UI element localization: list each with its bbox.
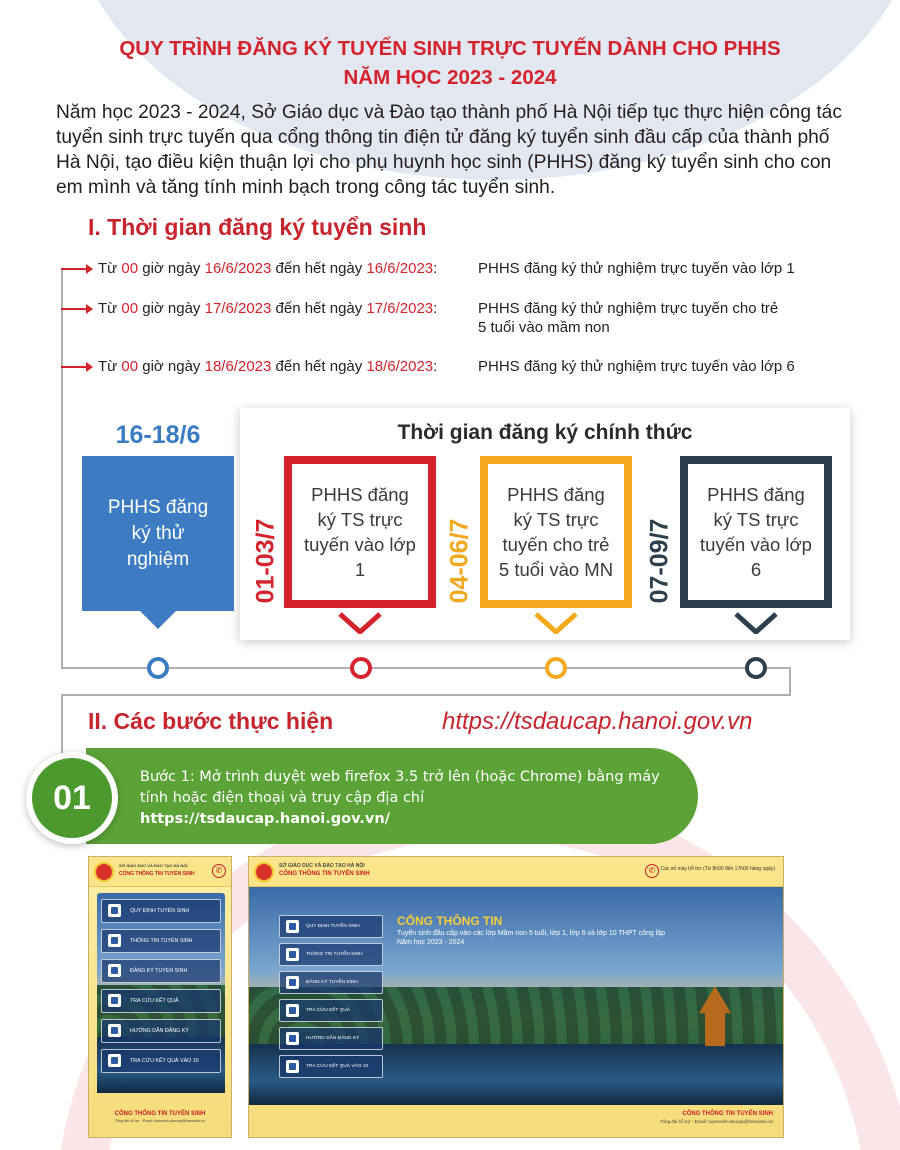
portal-org: SỞ GIÁO DỤC VÀ ĐÀO TẠO HÀ NỘI <box>119 863 188 868</box>
banner-title: CỔNG THÔNG TIN <box>397 914 503 928</box>
phase-date-text: 01-03/7 <box>251 518 280 604</box>
timeline-connector <box>61 694 791 696</box>
portal-header <box>89 857 231 887</box>
schedule-description <box>478 357 838 376</box>
schedule-text: giờ ngày <box>138 358 205 375</box>
document-icon <box>286 920 299 933</box>
timeline-dot <box>350 657 372 679</box>
schedule-description <box>478 299 838 337</box>
portal-menu <box>101 899 221 1079</box>
arrow-right-icon <box>61 308 91 310</box>
schedule-text: giờ ngày <box>138 300 205 317</box>
portal-header <box>249 857 783 887</box>
phase-date <box>642 506 678 616</box>
schedule-description-line: PHHS đăng ký thử nghiệm trực tuyến vào lớp 6 <box>478 358 795 375</box>
schedule-description-line: PHHS đăng ký thử nghiệm trực tuyến cho trẻ <box>478 300 779 317</box>
step-description <box>140 767 670 830</box>
timeline-vertical-line <box>61 268 63 668</box>
menu-item-label: ĐĂNG KÝ TUYỂN SINH <box>130 968 188 974</box>
chevron-down-icon <box>734 612 778 634</box>
schedule-text: : <box>433 300 438 317</box>
register-icon <box>108 964 121 977</box>
schedule-text: Từ <box>98 300 122 317</box>
schedule-text: Từ <box>98 358 122 375</box>
chevron-down-icon <box>338 612 382 634</box>
phase-date-text: 04-06/7 <box>445 518 474 604</box>
menu-item-label: TRA CỨU KẾT QUẢ <box>130 998 179 1004</box>
phase-box <box>480 456 632 608</box>
schedule-hour: 00 <box>121 358 139 375</box>
timeline-dot <box>147 657 169 679</box>
footer-title: CỔNG THÔNG TIN TUYỂN SINH <box>114 1111 206 1117</box>
phase-date-text: 07-09/7 <box>645 518 674 604</box>
portal-name: CỔNG THÔNG TIN TUYỂN SINH <box>279 871 370 877</box>
menu-item[interactable] <box>101 989 221 1013</box>
schedule-text: : <box>433 260 438 277</box>
step-url-link[interactable]: https://tsdaucap.hanoi.gov.vn/ <box>140 811 390 827</box>
portal-banner <box>397 913 727 948</box>
step-text: Bước 1: Mở trình duyệt web firefox 3.5 trở lên (hoặc Chrome) bằng máy tính hoặc điện thoại và truy cập địa chỉ <box>140 769 660 806</box>
phase-box-text: PHHS đăng ký TS trực tuyến cho trẻ 5 tuổi vào MN <box>498 484 614 580</box>
page-title <box>0 34 900 92</box>
schedule-start-date: 16/6/2023 <box>204 260 272 277</box>
schedule-text: đến hết ngày <box>271 260 367 277</box>
intro-paragraph: Năm học 2023 - 2024, Sở Giáo dục và Đào tạo thành phố Hà Nội tiếp tục thực hiện công tác tuyển sinh trực tuyến qua cổng thông tin điện tử đăng ký tuyển sinh đầu cấp của thành phố Hà Nội, tạo điều kiện thuận lợi cho phụ huynh học sinh (PHHS) đăng ký tuyển sinh cho con em mình và tăng tính minh bạch trong công tác tuyển sinh. <box>56 102 842 198</box>
page-title-line2: NĂM HỌC 2023 - 2024 <box>343 66 557 89</box>
menu-item[interactable] <box>279 999 383 1022</box>
phone-icon[interactable]: ✆ <box>645 864 659 878</box>
menu-item-label: QUY ĐỊNH TUYỂN SINH <box>306 924 360 929</box>
phase-box-text: PHHS đăng ký TS trực tuyến vào lớp 1 <box>304 484 416 580</box>
phase-box <box>284 456 436 608</box>
menu-item-label: ĐĂNG KÝ TUYỂN SINH <box>306 980 358 985</box>
chevron-down-icon <box>534 612 578 634</box>
schedule-text: Từ <box>98 260 122 277</box>
emblem-icon <box>94 862 114 882</box>
official-registration-title: Thời gian đăng ký chính thức <box>397 421 693 444</box>
section2-heading: II. Các bước thực hiện <box>88 708 334 734</box>
timeline-connector <box>61 667 791 669</box>
portal-footer <box>249 1103 783 1137</box>
menu-item-label: THÔNG TIN TUYỂN SINH <box>130 938 193 944</box>
timeline-dot <box>545 657 567 679</box>
schedule-start-date: 17/6/2023 <box>204 300 272 317</box>
schedule-text: đến hết ngày <box>271 358 367 375</box>
info-icon <box>286 948 299 961</box>
portal-org: SỞ GIÁO DỤC VÀ ĐÀO TẠO HÀ NỘI <box>279 863 365 869</box>
arrow-right-icon <box>61 366 91 368</box>
portal-menu <box>279 915 383 1083</box>
desktop-portal-screenshot <box>248 856 784 1138</box>
schedule-text: : <box>433 358 438 375</box>
menu-item[interactable] <box>101 1019 221 1043</box>
timeline-connector <box>61 694 63 754</box>
footer-contact: Tổng đài hỗ trợ - Email: tuyensinh-daucap@hanoiedu.vn <box>114 1119 206 1123</box>
menu-item[interactable] <box>101 899 221 923</box>
portal-footer <box>89 1103 231 1137</box>
timeline-connector <box>789 667 791 695</box>
document-icon <box>108 904 121 917</box>
portal-url[interactable]: https://tsdaucap.hanoi.gov.vn <box>442 708 753 735</box>
phase-box <box>680 456 832 608</box>
trial-box-pointer <box>138 609 178 629</box>
search-icon <box>286 1060 299 1073</box>
banner-year: Năm học 2023 - 2024 <box>397 939 465 946</box>
banner-subtitle: Tuyển sinh đầu cấp vào các lớp Mầm non 5 tuổi, lớp 1, lớp 6 và lớp 10 THPT công lập <box>397 930 666 937</box>
trial-box-text: PHHS đăng ký thử nghiệm <box>107 496 209 570</box>
phase-date <box>248 506 284 616</box>
menu-item[interactable] <box>101 959 221 983</box>
schedule-hour: 00 <box>121 260 139 277</box>
schedule-end-date: 18/6/2023 <box>366 358 434 375</box>
section1-heading: I. Thời gian đăng ký tuyển sinh <box>88 214 427 240</box>
phase-date <box>442 506 478 616</box>
schedule-description-line: 5 tuổi vào mầm non <box>478 319 610 336</box>
phone-icon[interactable]: ✆ <box>212 864 226 878</box>
guide-icon <box>286 1032 299 1045</box>
schedule-hour: 00 <box>121 300 139 317</box>
hotline-text: Các số máy hỗ trợ (Từ 8h00 đến 17h00 hàng ngày) <box>660 866 775 872</box>
trial-date: 16-18/6 <box>115 421 201 449</box>
schedule-description-line: PHHS đăng ký thử nghiệm trực tuyến vào lớp 1 <box>478 260 795 277</box>
menu-item[interactable] <box>279 915 383 938</box>
menu-item-label: QUY ĐỊNH TUYỂN SINH <box>130 908 190 914</box>
schedule-text: đến hết ngày <box>271 300 367 317</box>
timeline-dot <box>745 657 767 679</box>
menu-item[interactable] <box>279 943 383 966</box>
menu-item[interactable] <box>279 1027 383 1050</box>
menu-item-label: TRA CỨU KẾT QUẢ VÀO 10 <box>306 1064 369 1069</box>
search-icon <box>108 1054 121 1067</box>
register-icon <box>286 976 299 989</box>
menu-item-label: THÔNG TIN TUYỂN SINH <box>306 952 363 957</box>
menu-item-label: TRA CỨU KẾT QUẢ <box>306 1008 350 1013</box>
schedule-start-date: 18/6/2023 <box>204 358 272 375</box>
trial-box <box>82 456 234 611</box>
menu-item[interactable] <box>101 1049 221 1073</box>
schedule-end-date: 16/6/2023 <box>366 260 434 277</box>
menu-item-label: HƯỚNG DẪN ĐĂNG KÝ <box>130 1028 189 1034</box>
step-number: 01 <box>32 758 112 838</box>
schedule-text: giờ ngày <box>138 260 205 277</box>
menu-item-label: TRA CỨU KẾT QUẢ VÀO 10 <box>130 1058 199 1064</box>
info-icon <box>108 934 121 947</box>
page-title-line1: QUY TRÌNH ĐĂNG KÝ TUYỂN SINH TRỰC TUYẾN DÀNH CHO PHHS <box>119 37 781 60</box>
step-number-badge <box>26 752 118 844</box>
mobile-portal-screenshot <box>88 856 232 1138</box>
footer-title: CỔNG THÔNG TIN TUYỂN SINH <box>682 1111 773 1117</box>
guide-icon <box>108 1024 121 1037</box>
search-icon <box>108 994 121 1007</box>
schedule-end-date: 17/6/2023 <box>366 300 434 317</box>
arrow-right-icon <box>61 268 91 270</box>
menu-item[interactable] <box>101 929 221 953</box>
phase-box-text: PHHS đăng ký TS trực tuyến vào lớp 6 <box>700 484 812 580</box>
footer-contact: Tổng đài hỗ trợ - Email: tuyensinh-daucap@hanoiedu.vn <box>659 1119 773 1124</box>
menu-item[interactable] <box>279 1055 383 1078</box>
portal-name: CỔNG THÔNG TIN TUYỂN SINH <box>119 871 195 877</box>
search-icon <box>286 1004 299 1017</box>
menu-item-label: HƯỚNG DẪN ĐĂNG KÝ <box>306 1036 360 1041</box>
emblem-icon <box>254 862 274 882</box>
menu-item[interactable] <box>279 971 383 994</box>
schedule-description <box>478 259 838 278</box>
